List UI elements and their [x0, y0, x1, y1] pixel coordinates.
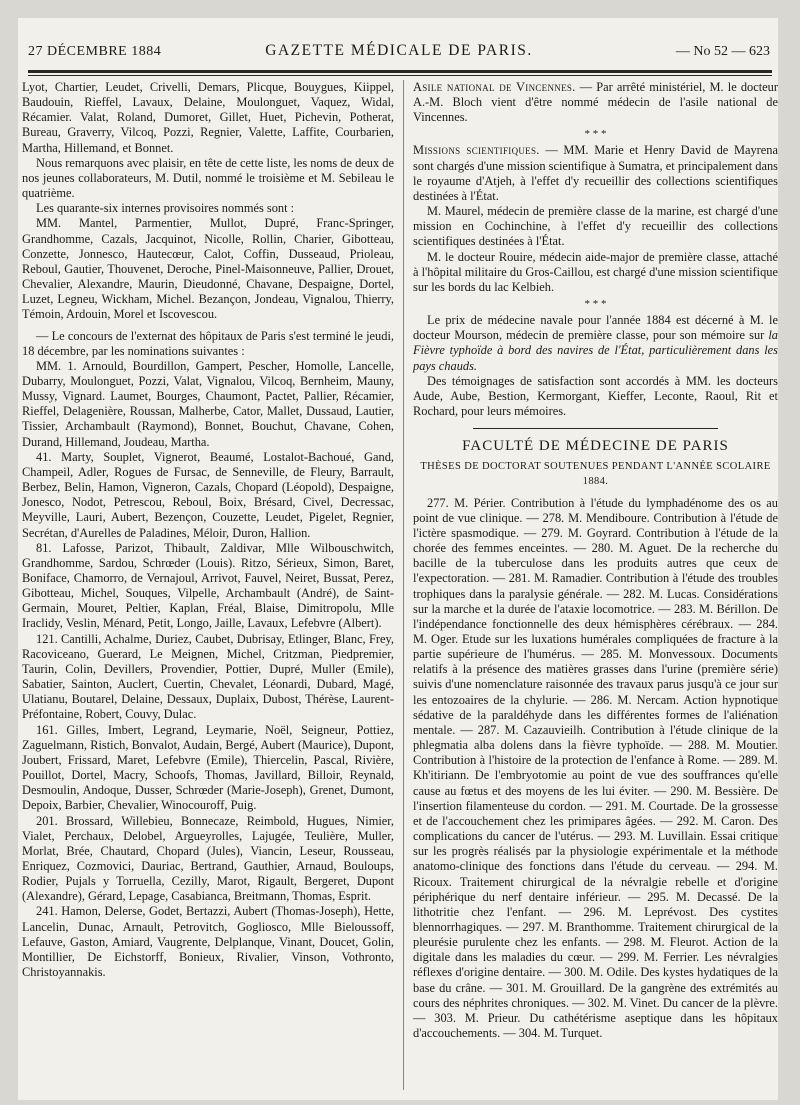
left-column: [22, 80, 394, 980]
paragraph-prix: [413, 313, 778, 374]
paragraph: Lyot, Chartier, Leudet, Crivelli, Demars, Plicque, Bouygues, Kiippel, Baudouin, Rieffel, Lavaux, Delaine, Moulonguet, Vaquez, Widal, Récamier. Valat, Roland, Dumoret, Gillet, Huet, Pichevin, Potherat, Bureau, Graverry, Vilcoq, Pozzi, Regnier, Valette, Laffite, Courbarien, Martha, Hillemand, et Bonnet.: [22, 80, 394, 155]
faculty-heading: FACULTÉ DE MÉDECINE DE PARIS: [462, 438, 729, 455]
paragraph: M. le docteur Rouire, médecin aide-major de première classe, attaché à l'hôpital militaire du Gros-Caillou, est chargé d'une mission scientifique sur les bords du lac Kelbieh.: [413, 249, 778, 294]
paragraph-asile: [413, 80, 778, 125]
header-date: 27 DÉCEMBRE 1884: [28, 44, 162, 59]
paragraph: 201. Brossard, Willebieu, Bonnecaze, Reimbold, Hugues, Nimier, Vialet, Perchaux, Delobel, Argueyrolles, Lajugée, Teulière, Muller, Morlat, Brée, Chautard, Chopard (Jules), Viancin, Leseur, Rousseau, Enriquez, Cozmovici, Dauriac, Bertrand, Gauthier, Arnaud, Bouloups, Rodier, Pujals y Torruella, Cezilly, Marot, Rigault, Bergeret, Dupont (Alexandre), Gérard, Lepage, Casabianca, Breitmann, Thomas, Esprit.: [22, 813, 394, 904]
page-header: [28, 40, 770, 66]
paragraph: 121. Cantilli, Achalme, Duriez, Caubet, Dubrisay, Etlinger, Blanc, Frey, Racoviceano, Guerard, Le Meignen, Michel, Critzman, Piedpremier, Taurin, Colin, Devillers, Provendier, Pottier, Dupré, Muller (Emile), Sabatier, Sainton, Auclert, Cuertin, Chevalet, Léonardi, Dubard, Magé, Ulatianu, Boutarel, Delaine, Dessaux, Duplaix, Dubost, Thérèse, Laurent-Préfontaine, Robert, Couvy, Dulac.: [22, 631, 394, 722]
paragraph: 41. Marty, Souplet, Vignerot, Beaumé, Lostalot-Bachoué, Gand, Champeil, Adler, Rogues de Fursac, de Senneville, de Fleury, Barrault, Berbez, Belin, Hamon, Vigneron, Cazals, Chopard (Léopold), Despaigne, Jonesco, Nodot, Petrescou, Reboul, Boix, Brésard, Civel, Decressac, Meyville, Lauri, Aubert, Bezençon, Couzette, Leudet, Pigelet, Regnier, Secrétan, d'Aurelles de Paladines, Méloir, Duron, Hallion.: [22, 449, 394, 540]
newspaper-page: [18, 18, 778, 1100]
theses-list: 277. M. Périer. Contribution à l'étude du lymphadénome des os au point de vue clinique. — 278. M. Mendiboure. Contribution à l'étude de l'ictère spasmodique. — 279. M. Goyrard. Contribution à l'étude de la chorée des femmes enceintes. — 280. M. Aguet. De la recherche du bacille de la tuberculose dans les produits autres que ceux de l'expectoration. — 281. M. Ramadier. Contribution à l'étude des troubles trophiques dans la paralysie générale. — 282. M. Lucas. Considérations sur la marche et la durée de l'ataxie locomotrice. — 283. M. Bérillon. De l'indépendance fonctionnelle des deux hémisphères cérébraux. — 284. M. Oger. Etude sur les luxations humérales compliquées de fracture à la partie supérieure de l'humérus. — 285. M. Monvessoux. Documents relatifs à la présence des matières grasses dans l'urine (première série) suivis d'une nomenclature raisonnée des travaux parus jusqu'à ce jour sur les entozoaires de la chylurie. — 286. M. Nercam. Action hypnotique sédative de la paraldéhyde dans les différentes formes de l'aliénation mentale. — 287. M. Cazauvieilh. Contribution à l'étude clinique de la phlegmatia alba dolens dans la fièvre typhoïde. — 288. M. Moutier. Contribution à l'histoire de la protection de l'enfance à Rome. — 289. M. Kh'itiriann. De l'embryotomie au point de vue des souffrances qu'elle cause au fœtus et des moyens de les lui éviter. — 290. M. Bessière. De l'insertion filamenteuse du cordon. — 291. M. Courtade. De la grossesse et de l'accouchement chez les primipares âgées. — 292. M. Caron. Des complications du cancer de l'utérus. — 293. M. Luvillain. Essai critique sur les progrès réalisés par la physiologie expérimentale et la méthode anatomo-clinique des fonctions dans l'étude du cerveau. — 294. M. Ricoux. Traitement chirurgical de la névralgie rebelle et d'origine périphérique du nerf dentaire inférieur. — 295. M. Decassé. De la lithotritie chez l'enfant. — 296. M. Leprévost. Des cystites blennorrhagiques. — 297. M. Branthomme. Traitement chirurgical de la pleurésie purulente chez les enfants. — 298. M. Fleurot. Action de la digitale dans les maladies du cœur. — 299. M. Ferrier. Les névralgies réflexes d'origine dentaire. — 300. M. Odile. Des kystes hydatiques de la base du crâne. — 301. M. Grouillard. De la gangrène des extrémités au cours des néphrites chroniques. — 302. M. Vinet. Du cancer de la plèvre. — 303. M. Prieur. Du cathétérisme aseptique dans les hôpitaux d'accouchements. — 304. M. Turquet.: [413, 495, 778, 1041]
paragraph: MM. 1. Arnould, Bourdillon, Gampert, Pescher, Homolle, Lancelle, Dubarry, Moulonguet, Pozzi, Valat, Vignalou, Vilcoq, Bernheim, Mauny, Mussy, Vignard. Laumet, Bourges, Chaumont, Pactet, Pallier, Récamier, Rieffel, Delagenière, Roussan, Malherbe, Cator, Mallet, Dussaud, Lautier, Tissier, Archambault (Raymond), Bonnet, Bouchut, Chavane, Cohen, Durand, Hillemand, Joudeau, Martha.: [22, 358, 394, 449]
header-rule-thin: [28, 75, 772, 76]
paragraph: MM. Mantel, Parmentier, Mullot, Dupré, Franc-Springer, Grandhomme, Cazals, Jacquinot, Nicolle, Rollin, Charier, Gibotteau, Conzette, Jonnesco, Hautecœur, Calot, Coffin, Dusseaud, Prioleau, Reboul, Gautier, Thouvenet, Deroche, Pinel-Maisonneuve, Pallier, Drouet, Chevalier, Alexandre, Maurin, Dieudonné, Chavane, Despaigne, Dortel, Luzet, Legneu, Wickham, Michel. Bezançon, Jondeau, Vignalou, Thierry, Témoin, Ardouin, Morel et Iscovescou.: [22, 216, 394, 322]
section-heading: Missions scientifiques.: [413, 143, 540, 158]
paragraph: — Le concours de l'externat des hôpitaux de Paris s'est terminé le jeudi, 18 décembre, par les nominations suivantes :: [22, 328, 394, 358]
header-title: GAZETTE MÉDICALE DE PARIS.: [265, 42, 533, 59]
paragraph: 241. Hamon, Delerse, Godet, Bertazzi, Aubert (Thomas-Joseph), Hette, Lancelin, Dunac, Arnault, Petrovitch, Gogliosco, Mlle Bieloussoff, Lefauve, Gaston, Amiard, Vaugrente, Delplanque, Vinant, Doucet, Golin, Montillier, De Eichstorff, Bonieux, Rivalier, Vinson, Vothronto, Christoyannakis.: [22, 904, 394, 980]
theses-subheading: THÈSES DE DOCTORAT SOUTENUES PENDANT L'ANNÉE SCOLAIRE 1884.: [420, 461, 771, 488]
paragraph: M. Maurel, médecin de première classe de la marine, est chargé d'une mission en Cochinchine, à l'effet d'y recueillir des collections scientifiques destinées à l'État.: [413, 204, 778, 249]
memoir-title: la Fièvre typhoïde à bord des navires de l'État, particulièrement dans les pays chauds.: [413, 328, 778, 373]
header-page-number: — No 52 — 623: [675, 44, 770, 59]
paragraph: Nous remarquons avec plaisir, en tête de cette liste, les noms de deux de nos jeunes collaborateurs, M. Dutil, nommé le troisième et M. Sebileau le quatrième.: [22, 155, 394, 201]
paragraph: Les quarante-six internes provisoires nommés sont :: [36, 201, 295, 216]
paragraph: 161. Gilles, Imbert, Legrand, Leymarie, Noël, Seigneur, Pottiez, Zaguelmann, Ristich, Bonvalot, Audain, Bergé, Aubert (Maurice), Dupont, Joubert, Frissard, Maret, Lefebvre (Emile), Thiercelin, Pascal, Rivière, Pouillot, Dortel, Macry, Schoofs, Thomas, Javillard, Billoir, Reynald, Desmoulin, Andoque, Dusser, Schrœder (Marie-Joseph), Grenet, Dumont, Depoix, Barbier, Chevalier, Winocouroff, Puig.: [22, 722, 394, 813]
paragraph: 81. Lafosse, Parizot, Thibault, Zaldivar, Mlle Wilbouschwitch, Grandhomme, Sardou, Schrœder (Louis). Ritzo, Sérieux, Simon, Baret, Boniface, Chamorro, de Vernajoul, Arrivot, Fauvel, Neiret, Bussat, Perez, Gibotteau, Michel, Souques, Vilpelle, Archambault (André), de Saint-Germain, Mouret, Peltier, Kaplan, Fréal, Blaise, Dimitropolu, Mlle Iraclidy, Veslin, Ménard, Petit, Longo, Jaille, Lavaux, Lefebvre (Albert).: [22, 540, 394, 631]
paragraph-missions: [413, 143, 778, 204]
paragraph: Des témoignages de satisfaction sont accordés à MM. les docteurs Aude, Aube, Bestion, Kermorgant, Kieffer, Leconte, Raoul, Rit et Rochard, pour leurs mémoires.: [413, 373, 778, 418]
column-separator: [403, 80, 404, 1090]
paragraph-text: — Par arrêté ministériel, M. le docteur A.-M. Bloch vient d'être nommé médecin de l'asile national de Vincennes.: [413, 80, 778, 125]
section-heading: Asile national de Vincennes.: [413, 80, 576, 94]
section-rule: [473, 428, 718, 429]
paragraph-text: — MM. Marie et Henry David de Mayrena sont chargés d'une mission scientifique à Sumatra, et principalement dans le royaume d'Atjeh, à l'effet d'y recueillir des collections scientifiques destinées à l'État.: [413, 143, 778, 203]
right-column: [413, 80, 778, 1041]
header-rule: [28, 70, 772, 73]
section-separator-stars: * * *: [584, 128, 607, 141]
section-separator-stars: * * *: [584, 298, 607, 311]
paragraph-text: Le prix de médecine navale pour l'année 1884 est décerné à M. le docteur Mourson, médecin de première classe, pour son mémoire sur: [413, 313, 778, 343]
